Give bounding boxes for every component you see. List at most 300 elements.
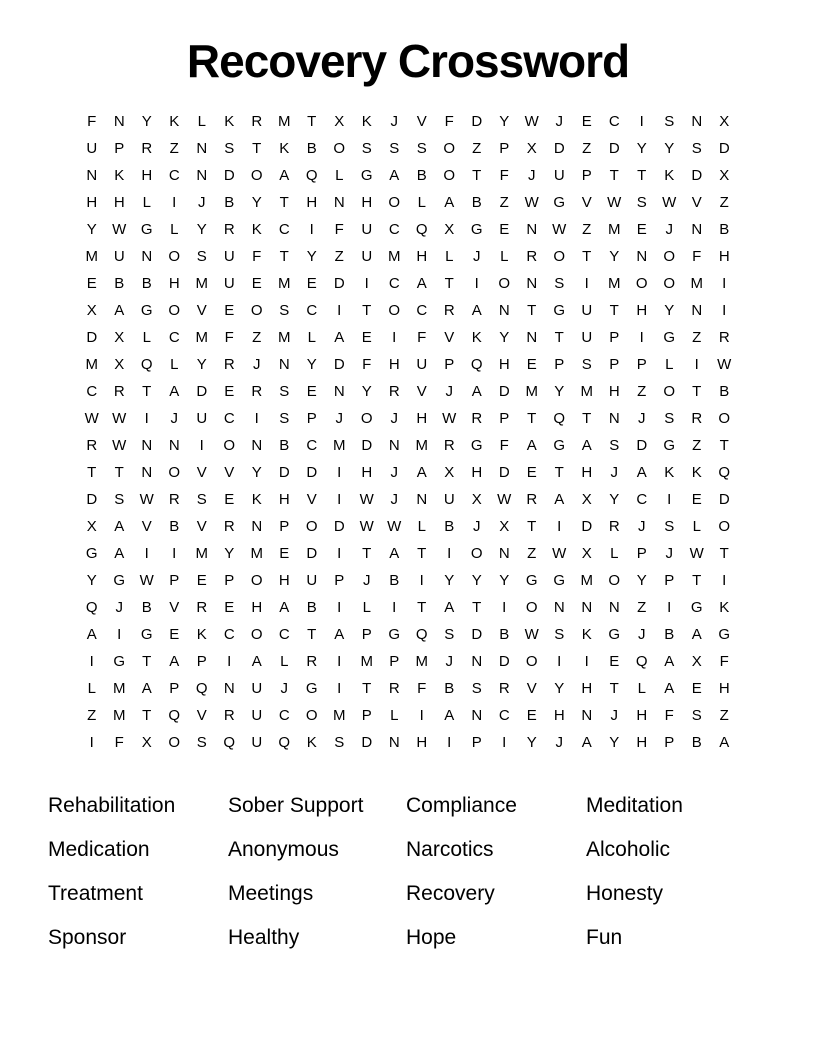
grid-letter: I [337,491,342,508]
grid-letter: T [609,680,619,697]
page-title: Recovery Crossword [186,35,630,87]
grid-letter: D [718,140,730,157]
grid-letter: V [196,707,207,724]
grid-letter: E [306,383,317,400]
grid-letter: A [114,518,125,535]
grid-letter: K [471,329,482,346]
grid-letter: G [470,437,483,454]
grid-letter: T [87,464,97,481]
grid-letter: Y [444,572,455,589]
grid-letter: V [224,464,235,481]
grid-letter: X [86,302,97,319]
grid-letter: D [361,437,373,454]
grid-letter: N [278,356,290,373]
grid-letter: L [142,194,151,211]
grid-letter: Y [224,545,235,562]
grid-letter: X [141,734,152,751]
grid-letter: V [691,194,702,211]
grid-letter: J [555,113,563,130]
grid-letter: L [500,248,509,265]
grid-letter: T [472,599,482,616]
grid-letter: E [86,275,97,292]
grid-letter: Z [499,194,509,211]
grid-letter: M [388,248,401,265]
grid-letter: M [608,275,621,292]
grid-letter: T [142,383,152,400]
grid-letter: E [224,599,235,616]
grid-letter: F [224,329,234,346]
grid-letter: M [85,356,98,373]
grid-letter: I [419,572,424,589]
grid-letter: I [392,329,397,346]
grid-letter: J [198,194,206,211]
grid-letter: A [114,302,125,319]
grid-letter: U [581,329,593,346]
grid-letter: M [195,275,208,292]
grid-letter: Z [637,599,647,616]
grid-letter: P [499,140,510,157]
grid-letter: B [499,626,510,643]
grid-letter: B [691,734,702,751]
grid-letter: N [691,113,703,130]
grid-letter: V [169,599,180,616]
grid-letter: O [718,410,731,427]
grid-letter: S [664,113,675,130]
grid-letter: R [526,248,538,265]
grid-letter: O [250,572,263,589]
grid-letter: I [337,464,342,481]
grid-letter: H [498,356,510,373]
grid-letter: A [719,734,730,751]
grid-letter: B [444,518,455,535]
grid-letter: W [607,194,622,211]
grid-letter: T [554,464,564,481]
grid-letter: L [362,599,371,616]
grid-letter: E [526,356,537,373]
grid-letter: P [169,680,180,697]
grid-letter: L [142,329,151,346]
grid-letter: U [223,275,235,292]
grid-letter: O [525,599,538,616]
grid-letter: D [306,464,318,481]
grid-letter: L [692,518,701,535]
grid-letter: G [525,572,538,589]
grid-letter: B [279,437,290,454]
grid-letter: I [447,545,452,562]
grid-letter: E [306,275,317,292]
grid-letter: U [86,140,98,157]
grid-letter: Q [470,356,483,373]
grid-letter: M [278,113,291,130]
grid-letter: T [527,410,537,427]
grid-letter: W [359,518,374,535]
grid-letter: X [581,491,592,508]
grid-letter: W [84,410,99,427]
grid-letter: L [170,221,179,238]
grid-letter: Y [196,221,207,238]
grid-letter: P [444,356,455,373]
grid-letter: Y [636,140,647,157]
grid-letter: L [307,329,316,346]
grid-letter: I [392,599,397,616]
grid-letter: U [443,491,455,508]
grid-letter: J [610,464,618,481]
grid-letter: O [250,167,263,184]
grid-letter: Y [141,113,152,130]
grid-letter: I [172,545,177,562]
grid-letter: N [526,329,538,346]
grid-letter: U [223,248,235,265]
grid-letter: W [359,491,374,508]
grid-letter: M [690,275,703,292]
grid-letter: A [334,329,345,346]
grid-letter: X [719,167,730,184]
grid-letter: L [417,518,426,535]
grid-letter: Z [692,437,702,454]
grid-letter: H [581,464,593,481]
grid-letter: T [472,167,482,184]
grid-letter: R [443,437,455,454]
grid-letter: Y [609,734,620,751]
grid-letter: I [667,491,672,508]
grid-letter: I [364,275,369,292]
grid-letter: N [86,167,98,184]
grid-letter: L [445,248,454,265]
grid-letter: R [223,221,235,238]
grid-letter: Q [140,356,153,373]
grid-letter: C [498,707,510,724]
grid-letter: D [86,491,98,508]
grid-letter: O [305,518,318,535]
grid-letter: S [554,275,565,292]
grid-letter: R [718,329,730,346]
grid-letter: D [498,464,510,481]
grid-letter: Y [554,383,565,400]
grid-letter: Z [719,194,729,211]
grid-letter: S [196,734,207,751]
grid-letter: I [254,410,259,427]
grid-letter: G [140,302,153,319]
grid-letter: H [416,410,428,427]
grid-letter: Z [527,545,537,562]
grid-letter: P [664,734,675,751]
grid-letter: F [499,167,509,184]
grid-letter: B [444,680,455,697]
grid-letter: J [170,410,178,427]
grid-letter: Q [718,464,731,481]
grid-letter: E [526,464,537,481]
grid-letter: P [306,410,317,427]
grid-letter: T [609,167,619,184]
grid-letter: S [114,491,125,508]
grid-letter: P [581,167,592,184]
grid-letter: Y [251,464,262,481]
grid-letter: H [361,464,373,481]
word-list-item: Sober Support [228,794,364,817]
grid-letter: I [117,626,122,643]
grid-letter: P [609,356,620,373]
grid-letter: X [444,464,455,481]
grid-letter: R [113,383,125,400]
grid-letter: H [416,248,428,265]
grid-letter: T [609,302,619,319]
grid-letter: I [144,410,149,427]
grid-letter: M [195,545,208,562]
grid-letter: R [141,140,153,157]
grid-letter: D [333,356,345,373]
grid-letter: M [360,653,373,670]
grid-letter: S [224,140,235,157]
grid-letter: N [526,221,538,238]
grid-letter: O [608,572,621,589]
grid-letter: X [86,518,97,535]
grid-letter: W [387,518,402,535]
grid-letter: G [718,626,731,643]
word-list-item: Sponsor [48,926,127,949]
grid-letter: T [719,437,729,454]
grid-letter: M [333,707,346,724]
grid-letter: T [692,572,702,589]
word-list-item: Recovery [406,882,495,905]
grid-letter: O [635,275,648,292]
word-list-item: Medication [48,838,150,861]
grid-letter: V [526,680,537,697]
grid-letter: P [334,572,345,589]
grid-letter: S [416,140,427,157]
grid-letter: Z [637,383,647,400]
grid-letter: I [474,275,479,292]
grid-letter: H [718,248,730,265]
grid-letter: Y [471,572,482,589]
grid-letter: A [279,599,290,616]
grid-letter: Y [609,248,620,265]
grid-letter: Y [196,356,207,373]
grid-letter: B [719,221,730,238]
grid-letter: T [554,329,564,346]
grid-letter: N [333,383,345,400]
grid-letter: W [524,626,539,643]
grid-letter: U [196,410,208,427]
grid-letter: N [251,437,263,454]
grid-letter: O [388,194,401,211]
grid-letter: O [663,275,676,292]
grid-letter: I [722,275,727,292]
grid-letter: C [278,221,290,238]
grid-letter: E [581,113,592,130]
grid-letter: F [334,221,344,238]
grid-letter: R [388,383,400,400]
grid-letter: Q [168,707,181,724]
grid-letter: S [389,140,400,157]
grid-letter: J [528,167,536,184]
grid-letter: J [638,518,646,535]
grid-letter: G [140,221,153,238]
grid-letter: K [664,167,675,184]
grid-letter: W [139,491,154,508]
grid-letter: H [361,194,373,211]
grid-letter: L [280,653,289,670]
grid-letter: K [664,464,675,481]
word-list-item: Fun [586,926,623,949]
grid-letter: T [142,707,152,724]
grid-letter: Y [499,113,510,130]
grid-letter: K [279,140,290,157]
grid-letter: I [172,194,177,211]
grid-letter: F [692,248,702,265]
grid-letter: N [416,491,428,508]
grid-letter: N [251,518,263,535]
grid-letter: E [526,707,537,724]
grid-letter: X [444,221,455,238]
grid-letter: A [169,653,180,670]
grid-letter: S [691,707,702,724]
grid-letter: I [722,572,727,589]
grid-letter: M [113,707,126,724]
grid-letter: K [306,734,317,751]
grid-letter: F [362,356,372,373]
grid-letter: I [199,437,204,454]
grid-letter: U [113,248,125,265]
grid-letter: D [196,383,208,400]
grid-letter: O [663,248,676,265]
grid-letter: N [388,734,400,751]
grid-letter: I [639,113,644,130]
grid-letter: H [388,356,400,373]
grid-letter: G [553,302,566,319]
grid-letter: O [250,302,263,319]
grid-letter: I [337,545,342,562]
word-list-item: Alcoholic [586,838,671,861]
grid-letter: A [444,599,455,616]
grid-letter: G [553,572,566,589]
grid-letter: H [608,383,620,400]
grid-letter: C [86,383,98,400]
grid-letter: N [471,653,483,670]
grid-letter: Y [306,248,317,265]
grid-letter: A [251,653,262,670]
grid-letter: Y [609,491,620,508]
grid-letter: D [471,626,483,643]
grid-letter: D [333,275,345,292]
grid-letter: Q [223,734,236,751]
grid-letter: R [251,383,263,400]
grid-letter: J [473,248,481,265]
grid-letter: I [667,599,672,616]
grid-letter: R [691,410,703,427]
grid-letter: F [417,680,427,697]
grid-letter: S [196,248,207,265]
grid-letter: O [305,707,318,724]
grid-letter: I [89,734,94,751]
grid-letter: O [443,167,456,184]
grid-letter: R [223,707,235,724]
grid-letter: O [360,410,373,427]
grid-letter: F [444,113,454,130]
grid-letter: E [224,491,235,508]
word-list-item: Narcotics [406,838,494,861]
grid-letter: N [498,545,510,562]
grid-letter: Z [252,329,262,346]
grid-letter: M [278,275,291,292]
grid-letter: A [664,680,675,697]
grid-letter: I [309,221,314,238]
grid-letter: O [498,275,511,292]
grid-letter: K [691,464,702,481]
grid-letter: J [390,410,398,427]
grid-letter: F [114,734,124,751]
grid-letter: X [114,329,125,346]
grid-letter: H [581,680,593,697]
grid-letter: S [581,356,592,373]
grid-letter: K [169,113,180,130]
grid-letter: I [502,599,507,616]
grid-letter: C [388,275,400,292]
grid-letter: D [361,734,373,751]
grid-letter: X [471,491,482,508]
grid-letter: H [553,707,565,724]
grid-letter: R [388,680,400,697]
grid-letter: N [223,680,235,697]
grid-letter: P [554,356,565,373]
grid-letter: N [691,221,703,238]
grid-letter: J [390,464,398,481]
grid-letter: B [306,140,317,157]
grid-letter: U [251,680,263,697]
grid-letter: Q [278,734,291,751]
grid-letter: V [581,194,592,211]
grid-letter: G [360,167,373,184]
grid-letter: N [168,437,180,454]
grid-letter: T [527,302,537,319]
word-list-item: Compliance [406,794,517,817]
grid-letter: I [227,653,232,670]
grid-letter: Y [361,383,372,400]
grid-letter: N [581,707,593,724]
grid-letter: B [416,167,427,184]
grid-letter: X [691,653,702,670]
grid-letter: A [636,464,647,481]
grid-letter: Q [553,410,566,427]
grid-letter: N [691,302,703,319]
grid-letter: J [638,410,646,427]
grid-letter: C [608,113,620,130]
grid-letter: X [499,518,510,535]
grid-letter: N [141,437,153,454]
grid-letter: C [168,167,180,184]
grid-letter: F [252,248,262,265]
grid-letter: J [253,356,261,373]
grid-letter: T [692,383,702,400]
grid-letter: Y [251,194,262,211]
grid-letter: G [113,653,126,670]
grid-letter: F [87,113,97,130]
grid-letter: A [526,437,537,454]
grid-letter: D [86,329,98,346]
grid-letter: M [85,248,98,265]
grid-letter: L [87,680,96,697]
grid-letter: M [278,329,291,346]
grid-letter: L [170,356,179,373]
word-list-item: Treatment [48,882,143,905]
grid-letter: T [582,410,592,427]
grid-letter: Z [169,140,179,157]
grid-letter: A [169,383,180,400]
grid-letter: L [417,194,426,211]
grid-letter: O [168,248,181,265]
grid-letter: O [718,518,731,535]
grid-letter: G [690,599,703,616]
grid-letter: P [389,653,400,670]
